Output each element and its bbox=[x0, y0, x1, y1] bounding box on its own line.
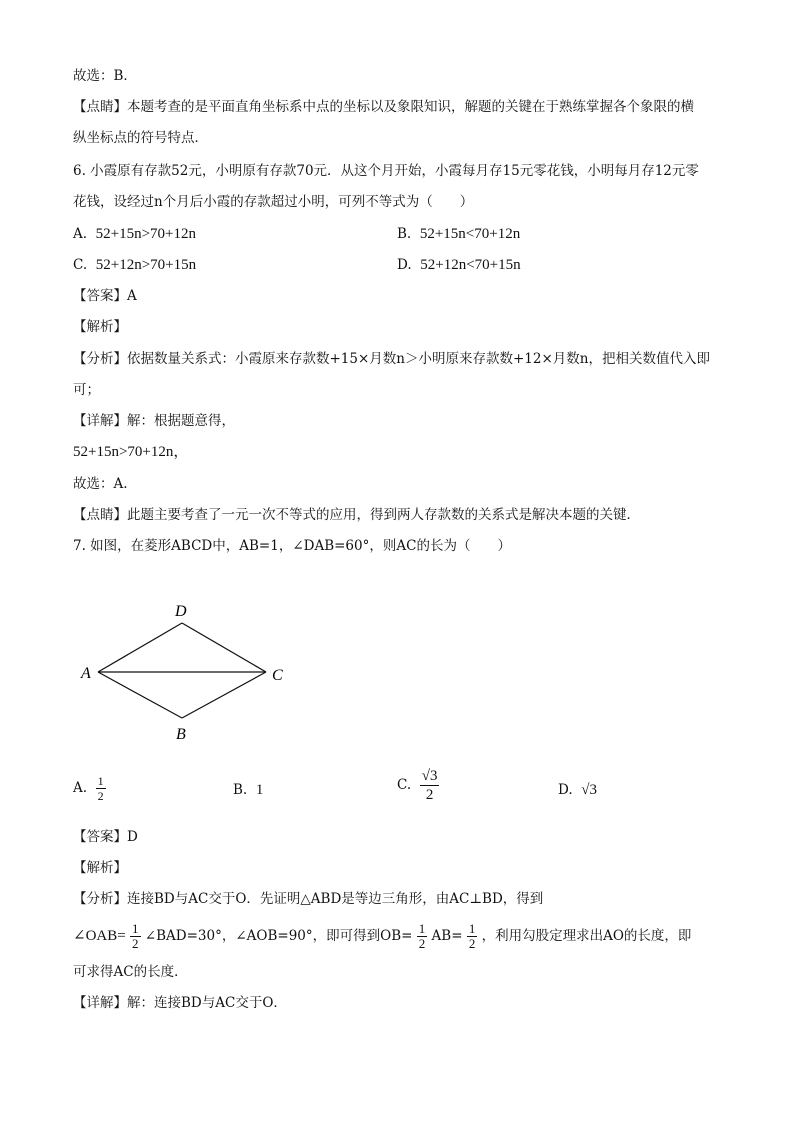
q7-option-a-label: A. bbox=[73, 780, 88, 796]
q7-option-d bbox=[558, 781, 597, 799]
q6-option-c-expr: 52+12n>70+15n bbox=[95, 257, 197, 273]
prev-comment-line-2: 纵坐标点的符号特点． bbox=[73, 130, 208, 146]
q7-fraction-2-den: 2 bbox=[418, 936, 426, 951]
edge-cb bbox=[182, 672, 266, 718]
q7-option-c-label: C. bbox=[397, 777, 412, 793]
q7-answer: 【答案】D bbox=[73, 829, 138, 845]
q7-analysis-part-2: ∠BAD=30°，∠AOB=90°，即可得到OB= bbox=[144, 928, 413, 944]
q7-analysis-part-3: AB= bbox=[431, 928, 463, 944]
q6-option-b bbox=[397, 225, 520, 243]
q7-option-b-label: B. bbox=[233, 782, 248, 798]
q6-option-b-label: B. bbox=[397, 226, 412, 242]
q7-fraction-1-num: 1 bbox=[132, 921, 139, 936]
q7-fraction-2 bbox=[417, 922, 428, 951]
q7-analysis-line-3: 可求得AC的长度． bbox=[73, 964, 188, 980]
q6-option-d-expr: 52+12n<70+15n bbox=[420, 257, 521, 273]
q7-option-d-value: √3 bbox=[581, 782, 597, 798]
q7-fraction-1-den: 2 bbox=[132, 936, 139, 951]
prev-comment-line-1: 【点睛】本题考查的是平面直角坐标系中点的坐标以及象限知识，解题的关键在于熟练掌握各个象限的横 bbox=[73, 99, 694, 115]
q6-option-a bbox=[73, 225, 196, 243]
label-d: D bbox=[175, 603, 187, 620]
q6-option-b-expr: 52+15n<70+12n bbox=[419, 226, 521, 242]
q7-option-c bbox=[397, 767, 439, 804]
q6-option-d-label: D. bbox=[397, 257, 412, 273]
q6-option-d bbox=[397, 256, 521, 274]
q7-option-c-denominator: 2 bbox=[425, 787, 434, 803]
q6-option-a-label: A. bbox=[73, 226, 88, 242]
label-b: B bbox=[176, 726, 186, 743]
edge-ad bbox=[98, 623, 182, 672]
q7-fraction-3 bbox=[467, 922, 478, 951]
q6-comment: 【点睛】此题主要考查了一元一次不等式的应用，得到两人存款数的关系式是解决本题的关键． bbox=[73, 507, 640, 523]
q7-option-a-numerator: 1 bbox=[97, 774, 104, 788]
rhombus-figure bbox=[78, 598, 298, 748]
q7-analysis-part-1: ∠OAB= bbox=[73, 928, 126, 944]
q6-option-a-expr: 52+15n>70+12n bbox=[95, 226, 197, 242]
q7-option-b bbox=[233, 781, 263, 799]
q7-fraction-3-num: 1 bbox=[468, 921, 476, 936]
q6-inequality: 52+15n>70+12n， bbox=[73, 444, 189, 460]
q7-fraction-3-den: 2 bbox=[468, 936, 476, 951]
q6-analysis-line-2: 可； bbox=[73, 382, 100, 398]
edge-ba bbox=[98, 672, 182, 718]
label-c: C bbox=[272, 667, 283, 684]
q6-option-c bbox=[73, 256, 196, 274]
q7-option-a-denominator: 2 bbox=[97, 789, 104, 803]
q7-option-a-fraction bbox=[96, 774, 106, 803]
q6-analysis-line-1: 【分析】依据数量关系式：小霞原来存款数+15×月数n＞小明原来存款数+12×月数n，把相关数值代入即 bbox=[73, 351, 710, 367]
q6-answer: 【答案】A bbox=[73, 288, 137, 304]
q7-option-b-value: 1 bbox=[255, 782, 264, 798]
q7-analysis-line-2 bbox=[73, 921, 691, 951]
prev-choice-line: 故选：B． bbox=[73, 68, 137, 84]
q7-option-a bbox=[73, 774, 106, 803]
q7-analysis-line-1: 【分析】连接BD与AC交于O．先证明△ABD是等边三角形，由AC⊥BD，得到 bbox=[73, 891, 544, 907]
q7-fraction-1 bbox=[130, 922, 141, 951]
q7-option-c-numerator: √3 bbox=[421, 768, 438, 784]
q7-stem: 7. 如图，在菱形ABCD中，AB=1，∠DAB=60°，则AC的长为（ ） bbox=[73, 538, 511, 554]
q6-choose: 故选：A. bbox=[73, 476, 128, 492]
q6-detail: 【详解】解：根据题意得， bbox=[73, 413, 235, 429]
edge-dc bbox=[182, 623, 266, 672]
label-a: A bbox=[81, 665, 91, 682]
q7-analysis-heading: 【解析】 bbox=[73, 860, 127, 876]
q6-option-c-label: C. bbox=[73, 257, 88, 273]
q6-stem-line-1: 6. 小霞原有存款52元，小明原有存款70元．从这个月开始，小霞每月存15元零花钱，小明每月存12元零 bbox=[73, 163, 699, 179]
q7-analysis-part-4: ，利用勾股定理求出AO的长度，即 bbox=[481, 928, 692, 944]
q7-option-c-fraction bbox=[420, 767, 440, 804]
q6-analysis-heading: 【解析】 bbox=[73, 319, 127, 335]
q7-option-d-label: D. bbox=[558, 782, 573, 798]
q7-detail: 【详解】解：连接BD与AC交于O． bbox=[73, 995, 287, 1011]
q7-fraction-2-num: 1 bbox=[418, 921, 426, 936]
q6-stem-line-2: 花钱，设经过n个月后小霞的存款超过小明，可列不等式为（ ） bbox=[73, 194, 474, 210]
